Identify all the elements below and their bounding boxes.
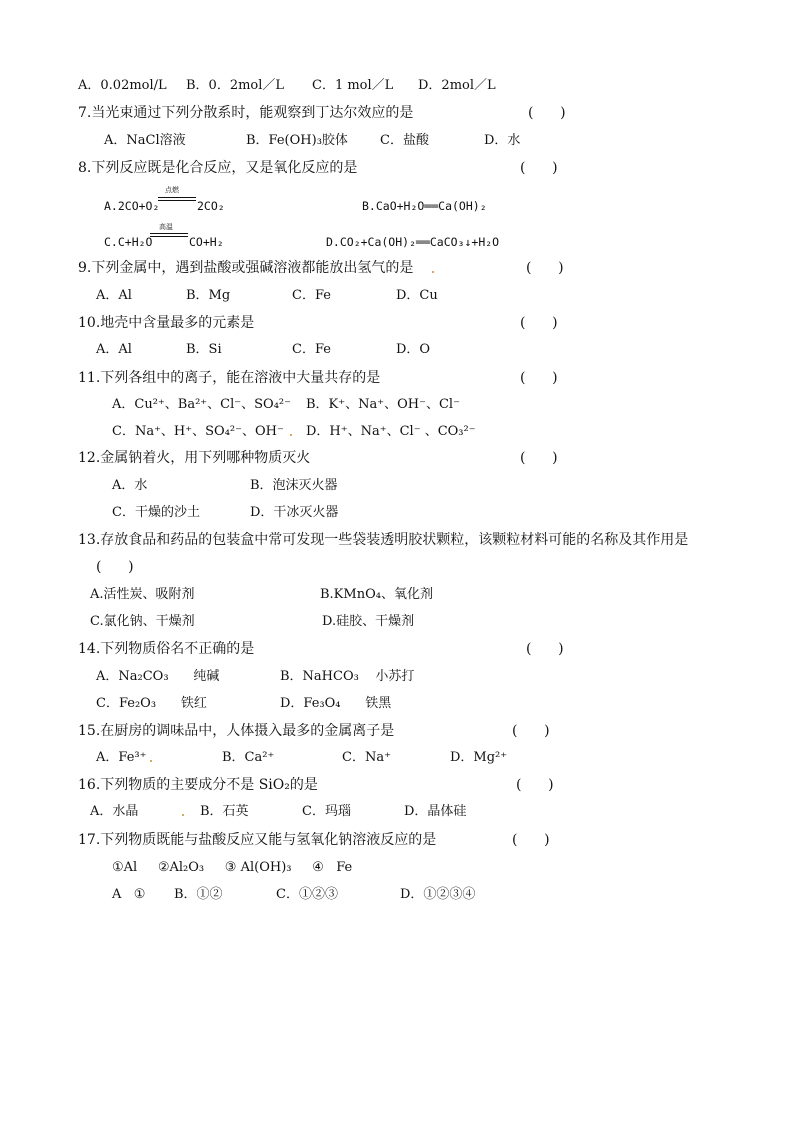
q11-option-b: B．K⁺、Na⁺、OH⁻、Cl⁻ <box>306 397 460 412</box>
q12-option-d: D．干冰灭火器 <box>250 505 339 520</box>
q9-option-b: B．Mg <box>186 288 231 303</box>
q15-option-c: C．Na⁺ <box>342 750 391 765</box>
q17-option-c: C．①②③ <box>276 887 338 902</box>
q13-option-b: B.KMnO₄、氧化剂 <box>320 587 433 602</box>
q7-answer-blank: ( ) <box>528 105 566 121</box>
q12-option-c: C．干燥的沙土 <box>112 505 200 520</box>
q8-option-c-equals-top <box>150 233 188 234</box>
ink-dot <box>182 814 184 816</box>
q10-option-b: B．Si <box>186 342 222 357</box>
q17-option-a: A ① <box>112 887 146 902</box>
q17-answer-blank: ( ) <box>512 832 550 848</box>
q8-option-c-products: CO+H₂ <box>189 235 224 249</box>
q15-option-a: A．Fe³⁺ <box>96 750 147 765</box>
q10-answer-blank: ( ) <box>520 315 558 331</box>
q10-option-c: C．Fe <box>292 342 331 357</box>
q6-option-c: C．1 mol／L <box>312 78 394 93</box>
ink-dot <box>432 271 434 273</box>
q7-stem: 7.当光束通过下列分散系时，能观察到丁达尔效应的是 <box>78 105 414 121</box>
q8-option-a-products: 2CO₂ <box>197 199 225 213</box>
ink-dot <box>290 434 292 436</box>
q17-substances: ①Al ②Al₂O₃ ③ Al(OH)₃ ④ Fe <box>112 860 353 875</box>
q11-option-a: A．Cu²⁺、Ba²⁺、Cl⁻、SO₄²⁻ <box>112 397 291 412</box>
q15-stem: 15.在厨房的调味品中，人体摄入最多的金属离子是 <box>78 723 395 739</box>
q7-option-d: D．水 <box>484 133 521 148</box>
ink-dot <box>150 760 152 762</box>
q9-stem: 9.下列金属中，遇到盐酸或强碱溶液都能放出氢气的是 <box>78 260 414 276</box>
q11-option-c: C．Na⁺、H⁺、SO₄²⁻、OH⁻ <box>112 424 284 439</box>
q17-option-b: B．①② <box>174 887 223 902</box>
q16-option-c: C．玛瑙 <box>302 804 351 819</box>
q9-option-c: C．Fe <box>292 288 331 303</box>
q12-option-b: B．泡沫灭火器 <box>250 478 338 493</box>
q9-answer-blank: ( ) <box>526 260 564 276</box>
q15-option-b: B．Ca²⁺ <box>222 750 275 765</box>
q7-option-b: B．Fe(OH)₃胶体 <box>246 133 348 148</box>
q10-option-d: D．O <box>396 342 431 357</box>
q9-option-a: A．Al <box>96 288 132 303</box>
q14-answer-blank: ( ) <box>526 641 564 657</box>
q12-option-a: A．水 <box>112 478 148 493</box>
q13-option-a: A.活性炭、吸附剂 <box>90 587 195 602</box>
q8-option-b: B.CaO+H₂O══Ca(OH)₂ <box>362 199 487 213</box>
q9-option-d: D．Cu <box>396 288 438 303</box>
q17-option-d: D．①②③④ <box>400 887 476 902</box>
q15-option-d: D．Mg²⁺ <box>450 750 508 765</box>
q10-stem: 10.地壳中含量最多的元素是 <box>78 315 255 331</box>
q8-option-c-reactants: C.C+H₂O <box>104 235 153 249</box>
q12-answer-blank: ( ) <box>520 450 558 466</box>
q11-answer-blank: ( ) <box>520 370 558 386</box>
q6-option-d: D．2mol／L <box>418 78 496 93</box>
q7-option-a: A．NaCl溶液 <box>104 133 186 148</box>
q16-stem: 16.下列物质的主要成分不是 SiO₂的是 <box>78 777 318 793</box>
q14-option-d: D．Fe₃O₄ 铁黑 <box>280 696 392 711</box>
q8-option-a-equals-top <box>158 197 196 198</box>
q11-option-d: D．H⁺、Na⁺、Cl⁻ 、CO₃²⁻ <box>306 424 476 439</box>
q13-option-d: D.硅胶、干燥剂 <box>322 614 415 629</box>
q15-answer-blank: ( ) <box>512 723 550 739</box>
q8-answer-blank: ( ) <box>520 160 558 176</box>
q14-option-a: A．Na₂CO₃ 纯碱 <box>96 669 220 684</box>
q13-answer-blank: ( ) <box>96 559 134 575</box>
q6-option-a: A．0.02mol/L <box>78 78 167 93</box>
q16-option-a: A．水晶 <box>90 804 139 819</box>
q8-option-a-condition: 点燃 <box>165 186 179 194</box>
q8-option-c-condition: 高温 <box>159 223 173 231</box>
q8-stem: 8.下列反应既是化合反应，又是氧化反应的是 <box>78 160 358 176</box>
q12-stem: 12.金属钠着火，用下列哪种物质灭火 <box>78 450 311 466</box>
q8-option-d: D.CO₂+Ca(OH)₂══CaCO₃↓+H₂O <box>326 235 500 249</box>
q8-option-a-reactants: A.2CO+O₂ <box>104 199 160 213</box>
q13-option-c: C.氯化钠、干燥剂 <box>90 614 195 629</box>
q16-option-d: D．晶体硅 <box>404 804 467 819</box>
q6-option-b: B．0．2mol／L <box>186 78 285 93</box>
q14-option-b: B．NaHCO₃ 小苏打 <box>280 669 415 684</box>
q16-option-b: B．石英 <box>200 804 249 819</box>
q13-stem: 13.存放食品和药品的包装盒中常可发现一些袋装透明胶状颗粒，该颗粒材料可能的名称及其作用是 <box>78 532 689 548</box>
q14-stem: 14.下列物质俗名不正确的是 <box>78 641 255 657</box>
q11-stem: 11.下列各组中的离子，能在溶液中大量共存的是 <box>78 370 381 386</box>
q8-option-a-equals-bottom <box>158 200 196 201</box>
q7-option-c: C．盐酸 <box>380 133 429 148</box>
q10-option-a: A．Al <box>96 342 132 357</box>
q14-option-c: C．Fe₂O₃ 铁红 <box>96 696 207 711</box>
q8-option-c-equals-bottom <box>150 236 188 237</box>
q17-stem: 17.下列物质既能与盐酸反应又能与氢氧化钠溶液反应的是 <box>78 832 437 848</box>
q16-answer-blank: ( ) <box>516 777 554 793</box>
